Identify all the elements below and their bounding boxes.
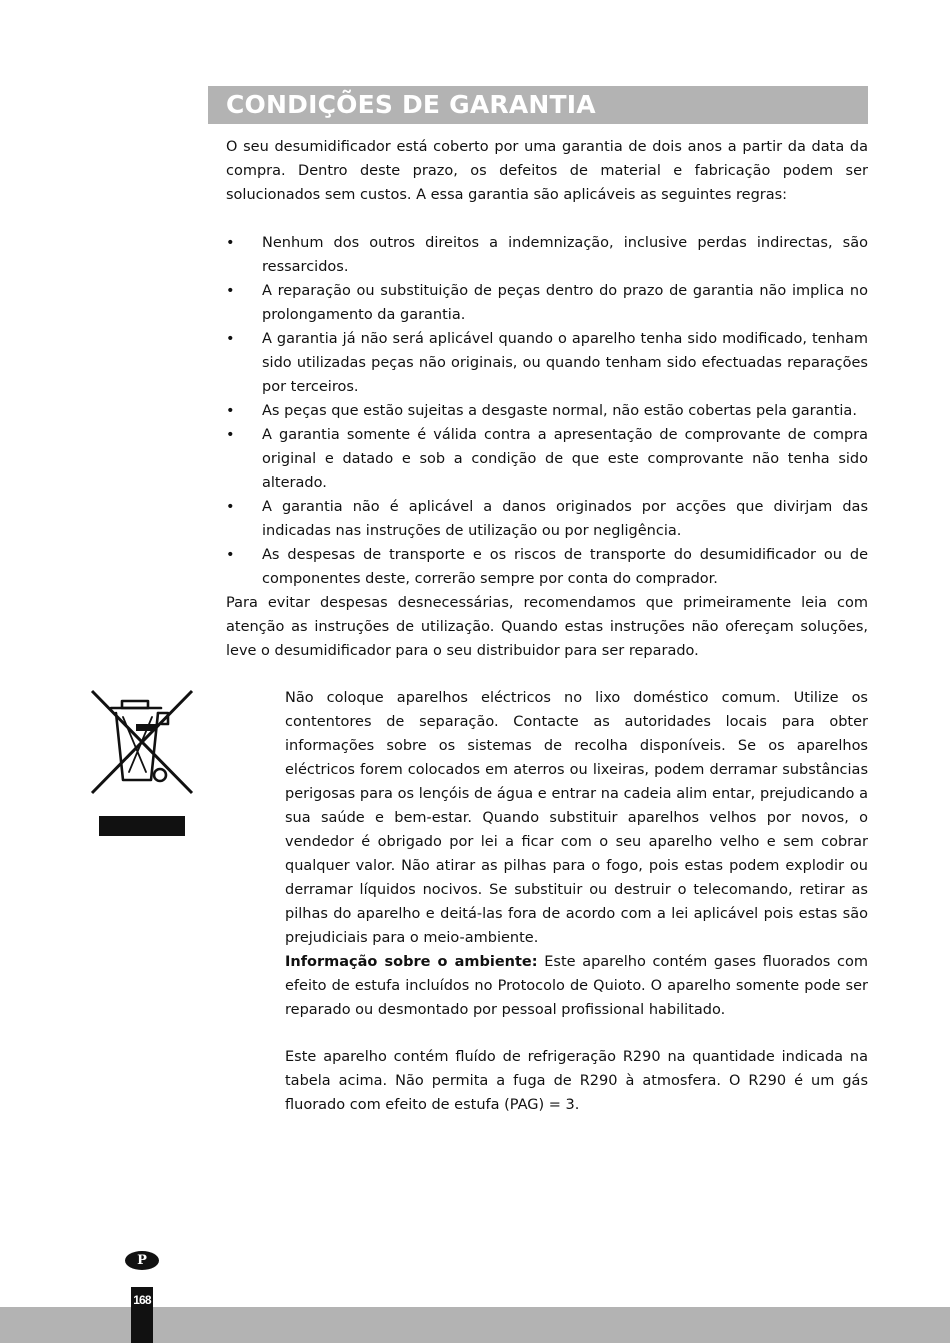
environment-info-paragraph [285, 950, 868, 1022]
list-item [226, 231, 868, 279]
list-item [226, 543, 868, 591]
advice-paragraph: Para evitar despesas desnecessárias, recomendamos que primeiramente leia com atenção as instruções de utilização. Quando estas instruções não ofereçam soluções, leve o desumidificador para o seu distribuidor para ser reparado. [226, 595, 868, 659]
bullet: • [226, 427, 235, 443]
bullet: • [226, 235, 235, 251]
rule-text: A garantia somente é válida contra a apresentação de comprovante de compra original e datado e sob a condição de que este comprovante não tenha sido alterado. [262, 427, 868, 491]
refrigerant-paragraph: Este aparelho contém fluído de refrigeração R290 na quantidade indicada na tabela acima. Não permita a fuga de R290 à atmosfera. O R290 é um gás fluorado com efeito de estufa (PAG) = 3. [285, 1049, 868, 1113]
rule-text: A reparação ou substituição de peças dentro do prazo de garantia não implica no prolongamento da garantia. [262, 283, 868, 323]
list-item [226, 423, 868, 495]
crossed-out-wheelie-bin-icon [86, 686, 198, 838]
page-number: 168 [131, 1287, 153, 1343]
bullet: • [226, 331, 235, 347]
list-item [226, 495, 868, 543]
bullet: • [226, 547, 235, 563]
bullet: • [226, 283, 235, 299]
environment-info-label: Informação sobre o ambiente: [285, 954, 538, 970]
rule-text: A garantia não é aplicável a danos originados por acções que divirjam das indicadas nas instruções de utilização ou por negligência. [262, 499, 868, 539]
warranty-rules-list [226, 231, 868, 591]
rule-text: As peças que estão sujeitas a desgaste normal, não estão cobertas pela garantia. [262, 403, 857, 419]
disposal-paragraph: Não coloque aparelhos eléctricos no lixo doméstico comum. Utilize os contentores de separação. Contacte as autoridades locais para obter informações sobre os sistemas de recolha disponíveis. Se os aparelhos eléctricos forem colocados em aterros ou lixeiras, podem derramar substâncias perigosas para os lençóis de água e entrar na cadeia alim entar, prejudicando a sua saúde e bem-estar. Quando substituir aparelhos velhos por novos, o vendedor é obrigado por lei a ficar com o seu aparelho velho e sem cobrar qualquer valor. Não atirar as pilhas para o fogo, pois estas podem explodir ou derramar líquidos nocivos. Se substituir ou destruir o telecomando, retirar as pilhas do aparelho e deitá-las fora de acordo com a lei aplicável pois estas são prejudiciais para o meio-ambiente. [285, 690, 868, 946]
language-badge: P [125, 1251, 159, 1270]
environment-info-text: Este aparelho contém gases fluorados com efeito de estufa incluídos no Protocolo de Quioto. O aparelho somente pode ser reparado ou desmontado por pessoal profissional habilitado. [285, 954, 868, 1018]
rule-text: As despesas de transporte e os riscos de transporte do desumidificador ou de componentes deste, correrão sempre por conta do comprador. [262, 547, 868, 587]
page-title: CONDIÇÕES DE GARANTIA [226, 90, 596, 119]
list-item [226, 327, 868, 399]
list-item [226, 279, 868, 327]
rule-text: Nenhum dos outros direitos a indemnização, inclusive perdas indirectas, são ressarcidos. [262, 235, 868, 275]
rule-text: A garantia já não será aplicável quando o aparelho tenha sido modificado, tenham sido utilizadas peças não originais, ou quando tenham sido efectuadas reparações por terceiros. [262, 331, 868, 395]
bullet: • [226, 499, 235, 515]
section-title-bar [208, 86, 868, 124]
intro-paragraph: O seu desumidificador está coberto por uma garantia de dois anos a partir da data da compra. Dentro deste prazo, os defeitos de material e fabricação podem ser solucionados sem custos. A essa garantia são aplicáveis as seguintes regras: [226, 139, 868, 203]
list-item [226, 399, 868, 423]
bullet: • [226, 403, 235, 419]
